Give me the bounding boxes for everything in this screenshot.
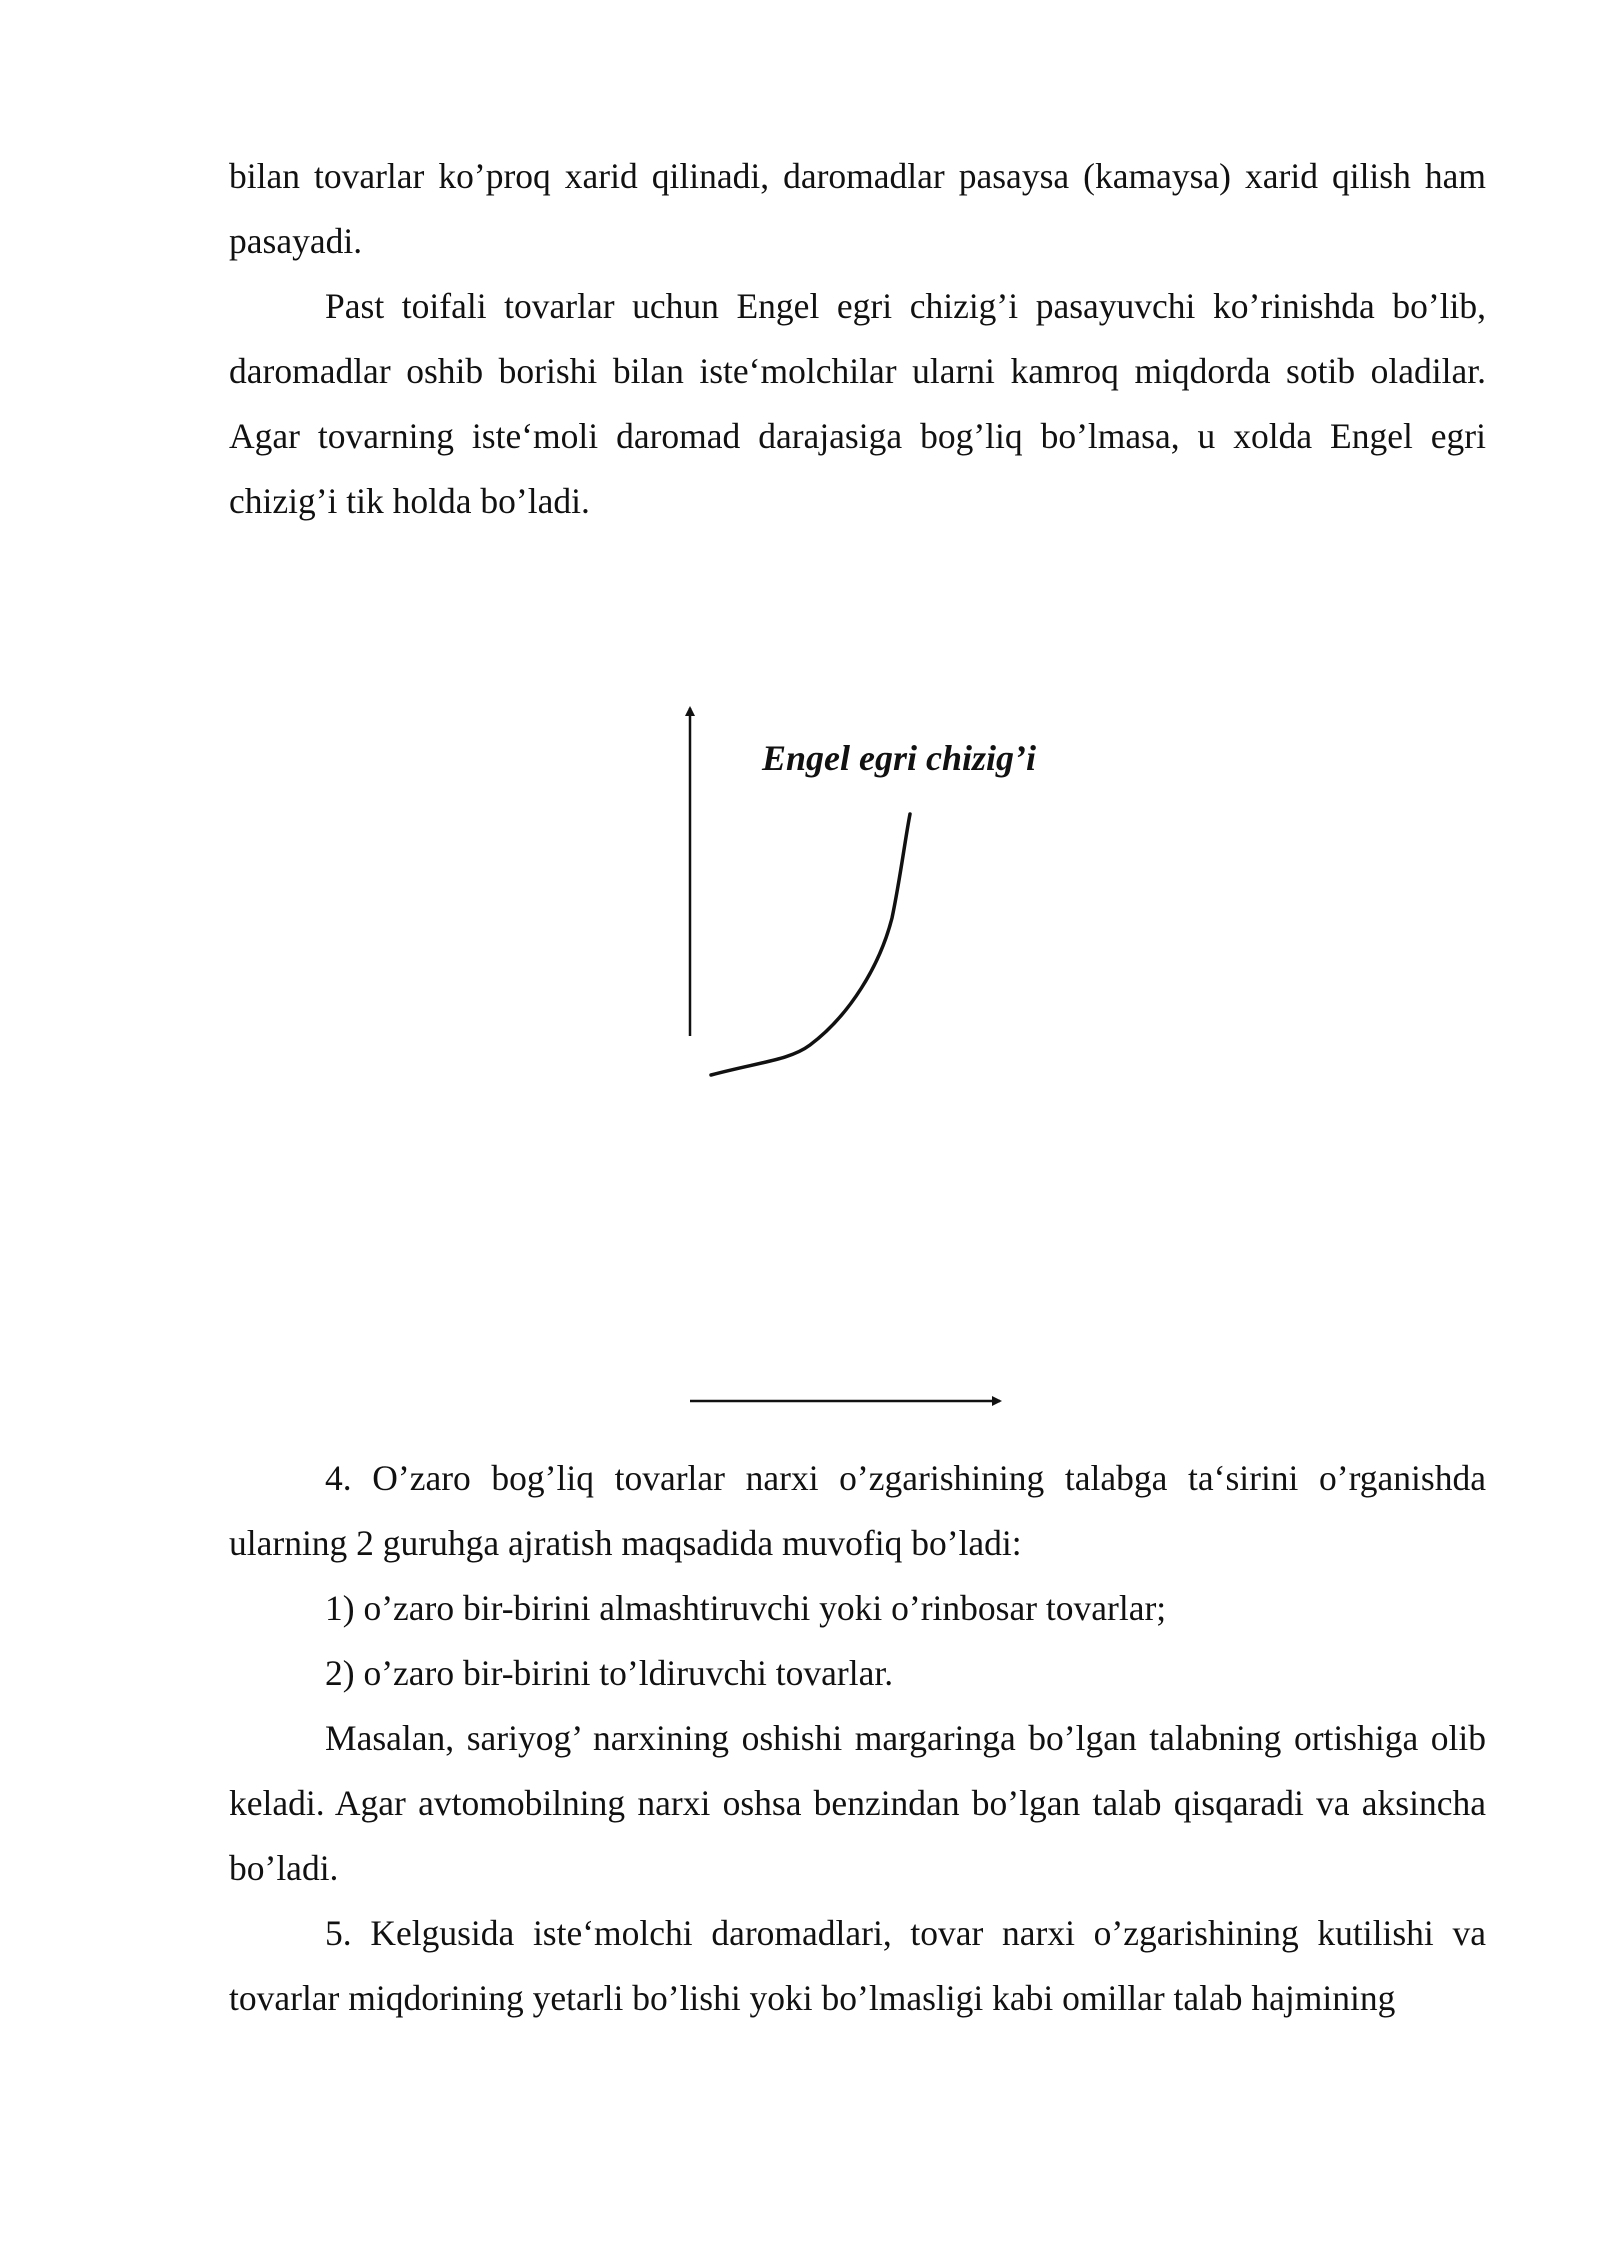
list-item-substitutes: 1) o’zaro bir-birini almashtiruvchi yoki o’rinbosar tovarlar; [325,1588,1167,1628]
top-text-block [229,144,1486,534]
paragraph-point-5: 5. Kelgusida iste‘molchi daromadlari, tovar narxi o’zgarishining kutilishi va tovarlar miqdorining yetarli bo’lishi yoki bo’lmasligi kabi omillar talab hajmining [229,1913,1486,2018]
list-item-complements: 2) o’zaro bir-birini to’ldiruvchi tovarlar. [325,1653,894,1693]
engel-curve-label: Engel egri chizig’i [762,738,1037,778]
paragraph-continuation: bilan tovarlar ko’proq xarid qilinadi, daromadlar pasaysa (kamaysa) xarid qilish ham pasayadi. [229,156,1486,261]
engel-curve [711,814,910,1075]
paragraph-example: Masalan, sariyog’ narxining oshishi margaringa bo’lgan talabning ortishiga olib keladi. Agar avtomobilning narxi oshsa benzindan bo’lgan talab qisqaradi va aksincha bo’ladi. [229,1718,1486,1888]
bottom-text-block [229,1446,1486,2031]
paragraph-inferior-goods: Past toifali tovarlar uchun Engel egri chizig’i pasayuvchi ko’rinishda bo’lib, daromadlar oshib borishi bilan iste‘molchilar ularni kamroq miqdorda sotib oladilar. Agar tovarning iste‘moli daromad darajasiga bog’liq bo’lmasa, u xolda Engel egri chizig’i tik holda bo’ladi. [229,286,1486,521]
paragraph-point-4: 4. O’zaro bog’liq tovarlar narxi o’zgarishining talabga ta‘sirini o’rganishda ularning 2 guruhga ajratish maqsadida muvofiq bo’ladi: [229,1458,1486,1563]
